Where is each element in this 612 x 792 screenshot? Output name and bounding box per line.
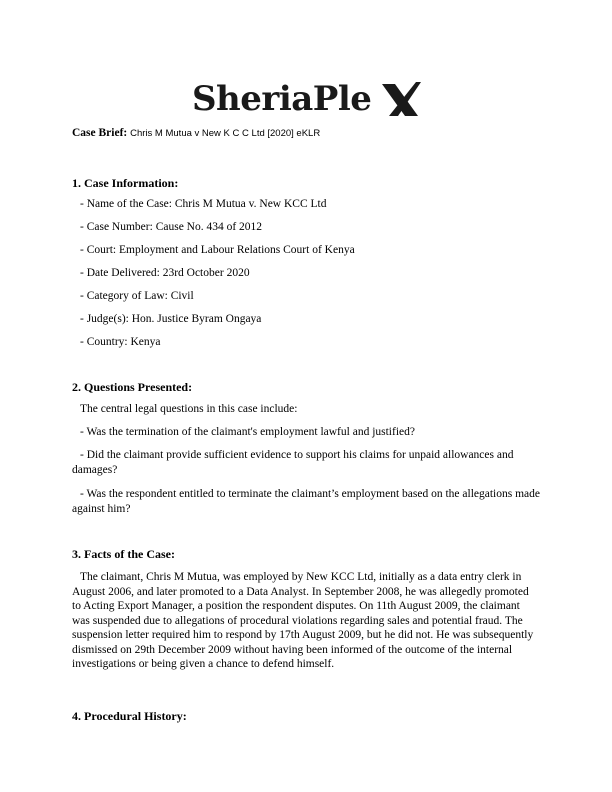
section-heading-questions: 2. Questions Presented:	[72, 380, 193, 394]
case-info-category: - Category of Law: Civil	[80, 290, 194, 302]
question-item	[72, 487, 540, 516]
case-info-date: - Date Delivered: 23rd October 2020	[80, 267, 250, 279]
case-brief-line	[72, 127, 320, 139]
case-info-judges: - Judge(s): Hon. Justice Byram Ongaya	[80, 313, 262, 325]
case-info-court: - Court: Employment and Labour Relations Court of Kenya	[80, 244, 355, 256]
facts-text: The claimant, Chris M Mutua, was employed by New KCC Ltd, initially as a data entry clerk in August 2006, and later promoted to a Data Analyst. In September 2008, he was allegedly promoted to Acting Export Manager, a position the respondent disputes. On 11th August 2009, the claimant was suspended due to allegations of procedural violations regarding sales and potential fraud. The suspension letter required him to respond by 17th August 2009, but he did not. He was subsequently dismissed on 29th December 2009 without having been informed of the outcome of the internal investigations or being given a chance to defend himself.	[72, 571, 534, 670]
questions-intro: The central legal questions in this case include:	[80, 403, 298, 415]
question-text: - Did the claimant provide sufficient evidence to support his claims for unpaid allowances and damages?	[72, 449, 514, 476]
question-item	[72, 448, 540, 477]
case-info-country: - Country: Kenya	[80, 336, 161, 348]
facts-paragraph	[72, 570, 540, 672]
case-info-number: - Case Number: Cause No. 434 of 2012	[80, 221, 263, 233]
case-brief-label: Case Brief:	[72, 127, 128, 139]
logo-x-icon	[382, 82, 421, 116]
logo-wordmark: SheriaPle	[192, 79, 372, 119]
section-heading-case-info: 1. Case Information:	[72, 176, 179, 190]
sheriaplex-logo	[192, 76, 422, 120]
case-brief-title: Chris M Mutua v New K C C Ltd [2020] eKLR	[130, 128, 321, 139]
question-text: - Was the respondent entitled to terminate the claimant’s employment based on the allegations made against him?	[72, 488, 541, 515]
question-item: - Was the termination of the claimant's employment lawful and justified?	[80, 426, 415, 438]
section-heading-facts: 3. Facts of the Case:	[72, 547, 175, 561]
case-info-name: - Name of the Case: Chris M Mutua v. New KCC Ltd	[80, 198, 327, 210]
section-heading-procedural-history: 4. Procedural History:	[72, 709, 187, 723]
